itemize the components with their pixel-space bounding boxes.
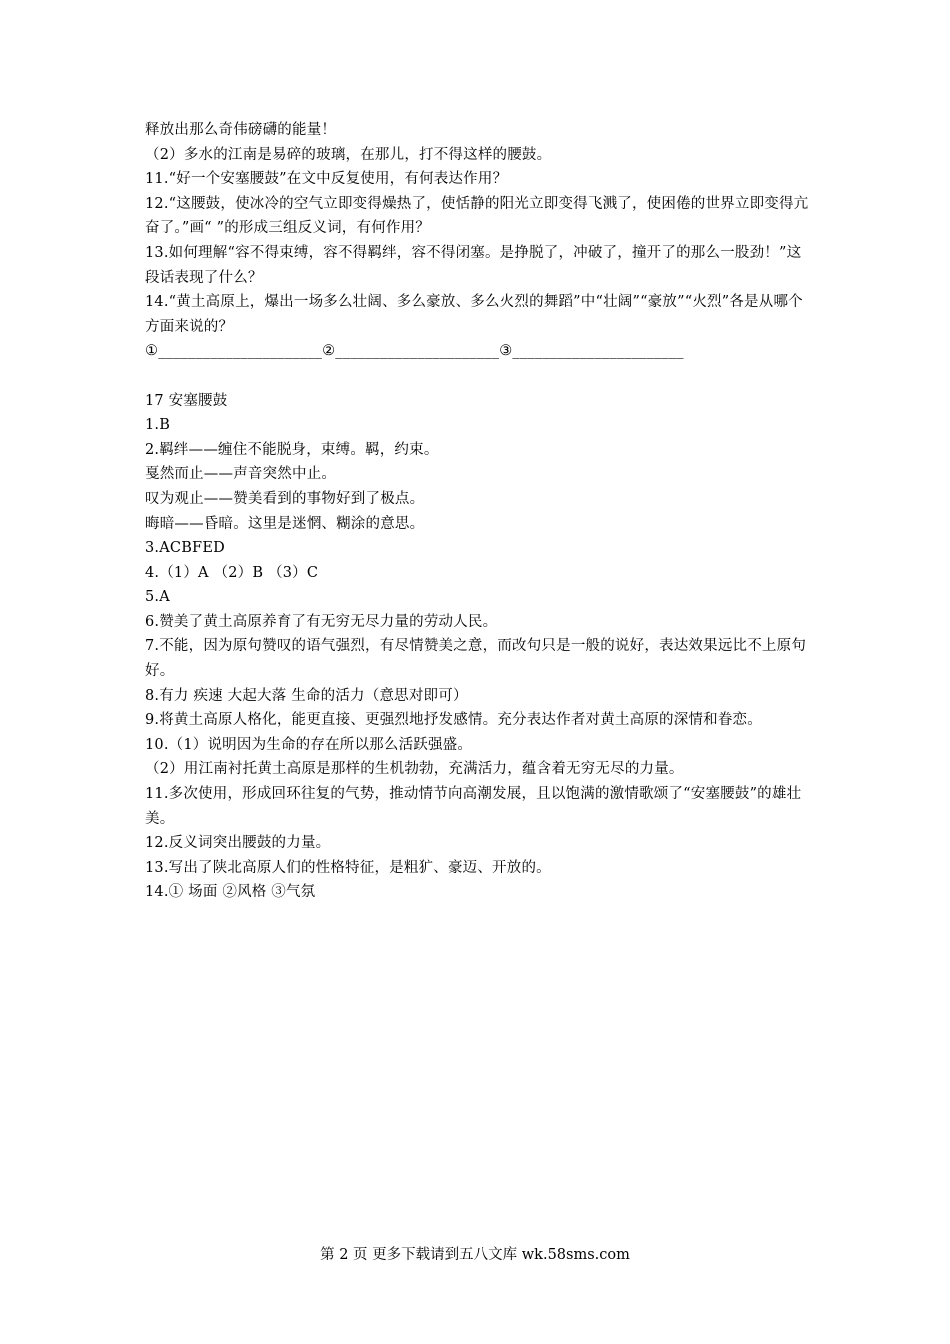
page-footer: 第 2 页 更多下载请到五八文库 wk.58sms.com <box>320 1247 630 1263</box>
question-12: 12.“这腰鼓，使冰冷的空气立即变得燥热了，使恬静的阳光立即变得飞溅了，使困倦的世界立即变得亢奋了。”画“ ”的形成三组反义词，有何作用？ <box>145 195 809 237</box>
answer-line: 3.ACBFED <box>145 540 225 557</box>
answer-line: 4.（1）A （2）B （3）C <box>145 564 319 581</box>
answer-line: 11.多次使用，形成回环往复的气势，推动情节向高潮发展，且以饱满的激情歌颂了“安塞腰鼓”的雄壮美。 <box>145 786 802 827</box>
answer-line: 13.写出了陕北高原人们的性格特征，是粗犷、豪迈、开放的。 <box>145 859 551 876</box>
spacer <box>145 364 810 389</box>
text-line: （2）多水的江南是易碎的玻璃，在那儿，打不得这样的腰鼓。 <box>145 146 552 163</box>
answer-blanks: ①______________________②______________________③_______________________ <box>145 343 684 360</box>
answer-line: 8.有力 疾速 大起大落 生命的活力（意思对即可） <box>145 687 468 704</box>
answer-line: 10.（1）说明因为生命的存在所以那么活跃强盛。 <box>145 736 473 753</box>
answer-line: 7.不能，因为原句赞叹的语气强烈，有尽情赞美之意，而改句只是一般的说好，表达效果远比不上原句好。 <box>145 638 807 680</box>
answer-line: 晦暗——昏暗。这里是迷惘、糊涂的意思。 <box>145 515 425 532</box>
question-11: 11.“好一个安塞腰鼓”在文中反复使用，有何表达作用？ <box>145 171 508 188</box>
question-14: 14.“黄土高原上，爆出一场多么壮阔、多么豪放、多么火烈的舞蹈”中“壮阔”“豪放”“火烈”各是从哪个方面来说的？ <box>145 294 803 335</box>
answers-title: 17 安塞腰鼓 <box>145 392 228 409</box>
page-content <box>145 118 810 905</box>
answer-line: 1.B <box>145 417 171 434</box>
answer-line: 9.将黄土高原人格化，能更直接、更强烈地抒发感情。充分表达作者对黄土高原的深情和眷恋。 <box>145 712 762 729</box>
answer-line: 5.A <box>145 589 170 606</box>
answer-line: （2）用江南衬托黄土高原是那样的生机勃勃，充满活力，蕴含着无穷无尽的力量。 <box>145 761 684 778</box>
question-13: 13.如何理解“容不得束缚，容不得羁绊，容不得闭塞。是挣脱了，冲破了，撞开了的那么一股劲！”这段话表现了什么？ <box>145 244 802 286</box>
answer-line: 12.反义词突出腰鼓的力量。 <box>145 835 331 852</box>
answer-line: 戛然而止——声音突然中止。 <box>145 466 337 483</box>
answer-line: 2.羁绊——缠住不能脱身，束缚。羁，约束。 <box>145 441 439 458</box>
answer-line: 叹为观止——赞美看到的事物好到了极点。 <box>145 490 425 507</box>
answer-line: 14.① 场面 ②风格 ③气氛 <box>145 884 316 901</box>
answer-line: 6.赞美了黄土高原养育了有无穷无尽力量的劳动人民。 <box>145 613 498 630</box>
text-line: 释放出那么奇伟磅礴的能量！ <box>145 122 337 138</box>
